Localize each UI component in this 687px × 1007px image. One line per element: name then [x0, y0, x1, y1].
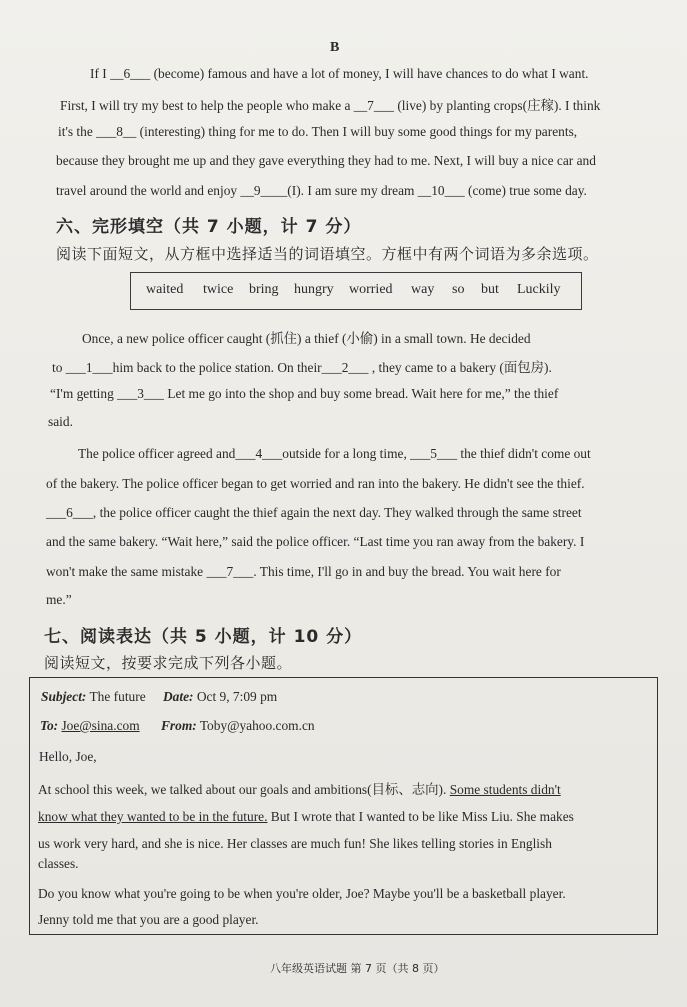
word-bank-item: bring	[249, 282, 279, 297]
email-paragraph-1-line-1	[38, 779, 561, 798]
word-bank-item: waited	[146, 282, 184, 297]
email-paragraph-1-line-2	[38, 809, 574, 825]
word-bank-item: way	[411, 282, 435, 297]
cloze-line-6: of the bakery. The police officer began to get worried and ran into the bakery. He didn't see the thief.	[46, 476, 585, 491]
word-bank-item: Luckily	[517, 282, 561, 297]
email-from: Toby@yahoo.com.cn	[199, 718, 315, 733]
word-bank-item: but	[481, 282, 499, 297]
cloze-line-2: to ___1___him back to the police station. On their___2___ , they came to a bakery (面包房).	[52, 360, 552, 375]
section-b-label: B	[330, 40, 340, 55]
word-bank-item: hungry	[294, 282, 334, 297]
email-subject-label: Subject:	[41, 689, 87, 704]
passage-b-line-1: If I __6___ (become) famous and have a lot of money, I will have chances to do what I want.	[90, 66, 589, 81]
email-subject: The future	[89, 689, 146, 704]
email-text: At school this week, we talked about our goals and ambitions(目标、志向).	[38, 782, 450, 797]
page-footer: 八年级英语试题 第 7 页（共 8 页）	[270, 962, 445, 975]
email-paragraph-2-line-1: Do you know what you're going to be when you're older, Joe? Maybe you'll be a basketball player.	[38, 886, 566, 901]
section-6-instruction: 阅读下面短文，从方框中选择适当的词语填空。方框中有两个词语为多余选项。	[56, 245, 599, 263]
email-subject-row	[41, 689, 277, 705]
word-bank-box	[130, 272, 582, 310]
section-7-instruction: 阅读短文，按要求完成下列各小题。	[44, 654, 293, 672]
email-paragraph-1-line-4: classes.	[38, 856, 79, 871]
cloze-line-3: “I'm getting ___3___ Let me go into the shop and buy some bread. Wait here for me,” the thief	[50, 386, 559, 401]
word-bank-item: worried	[349, 282, 393, 297]
cloze-line-4: said.	[48, 414, 73, 429]
email-paragraph-1-line-3: us work very hard, and she is nice. Her classes are much fun! She likes telling stories in English	[38, 836, 552, 851]
email-date: Oct 9, 7:09 pm	[196, 689, 278, 704]
email-to: Joe@sina.com	[61, 718, 140, 733]
cloze-line-5: The police officer agreed and___4___outside for a long time, ___5___ the thief didn't come out	[78, 446, 591, 461]
passage-b-line-2: First, I will try my best to help the people who make a __7___ (live) by planting crops(庄稼). I think	[60, 98, 601, 113]
email-underlined-text: Some students didn't	[449, 782, 561, 797]
section-6-heading: 六、完形填空（共 7 小题，计 7 分）	[56, 217, 362, 237]
passage-b-line-5: travel around the world and enjoy __9____(I). I am sure my dream __10___ (come) true some day.	[56, 183, 587, 198]
word-bank-item: twice	[203, 282, 234, 297]
passage-b-line-4: because they brought me up and they gave everything they had to me. Next, I will buy a nice car and	[56, 153, 596, 168]
email-date-label: Date:	[163, 689, 194, 704]
email-from-label: From:	[160, 718, 197, 733]
email-greeting: Hello, Joe,	[39, 749, 97, 764]
cloze-line-10: me.”	[46, 592, 72, 607]
cloze-line-8: and the same bakery. “Wait here,” said the police officer. “Last time you ran away from the bakery. I	[46, 534, 585, 549]
word-bank-item: so	[452, 282, 465, 297]
cloze-line-1: Once, a new police officer caught (抓住) a thief (小偷) in a small town. He decided	[82, 331, 531, 346]
section-7-heading: 七、阅读表达（共 5 小题，计 10 分）	[44, 627, 363, 647]
email-text: But I wrote that I wanted to be like Miss Liu. She makes	[267, 809, 574, 824]
email-underlined-text: know what they wanted to be in the future.	[38, 809, 268, 824]
email-address-row	[40, 718, 315, 734]
email-paragraph-2-line-2: Jenny told me that you are a good player.	[38, 912, 259, 927]
cloze-line-9: won't make the same mistake ___7___. This time, I'll go in and buy the bread. You wait here for	[46, 564, 561, 579]
email-to-label: To:	[40, 718, 59, 733]
passage-b-line-3: it's the ___8__ (interesting) thing for me to do. Then I will buy some good things for my parents,	[58, 124, 578, 139]
cloze-line-7: ___6___, the police officer caught the thief again the next day. They walked through the same street	[46, 505, 582, 520]
